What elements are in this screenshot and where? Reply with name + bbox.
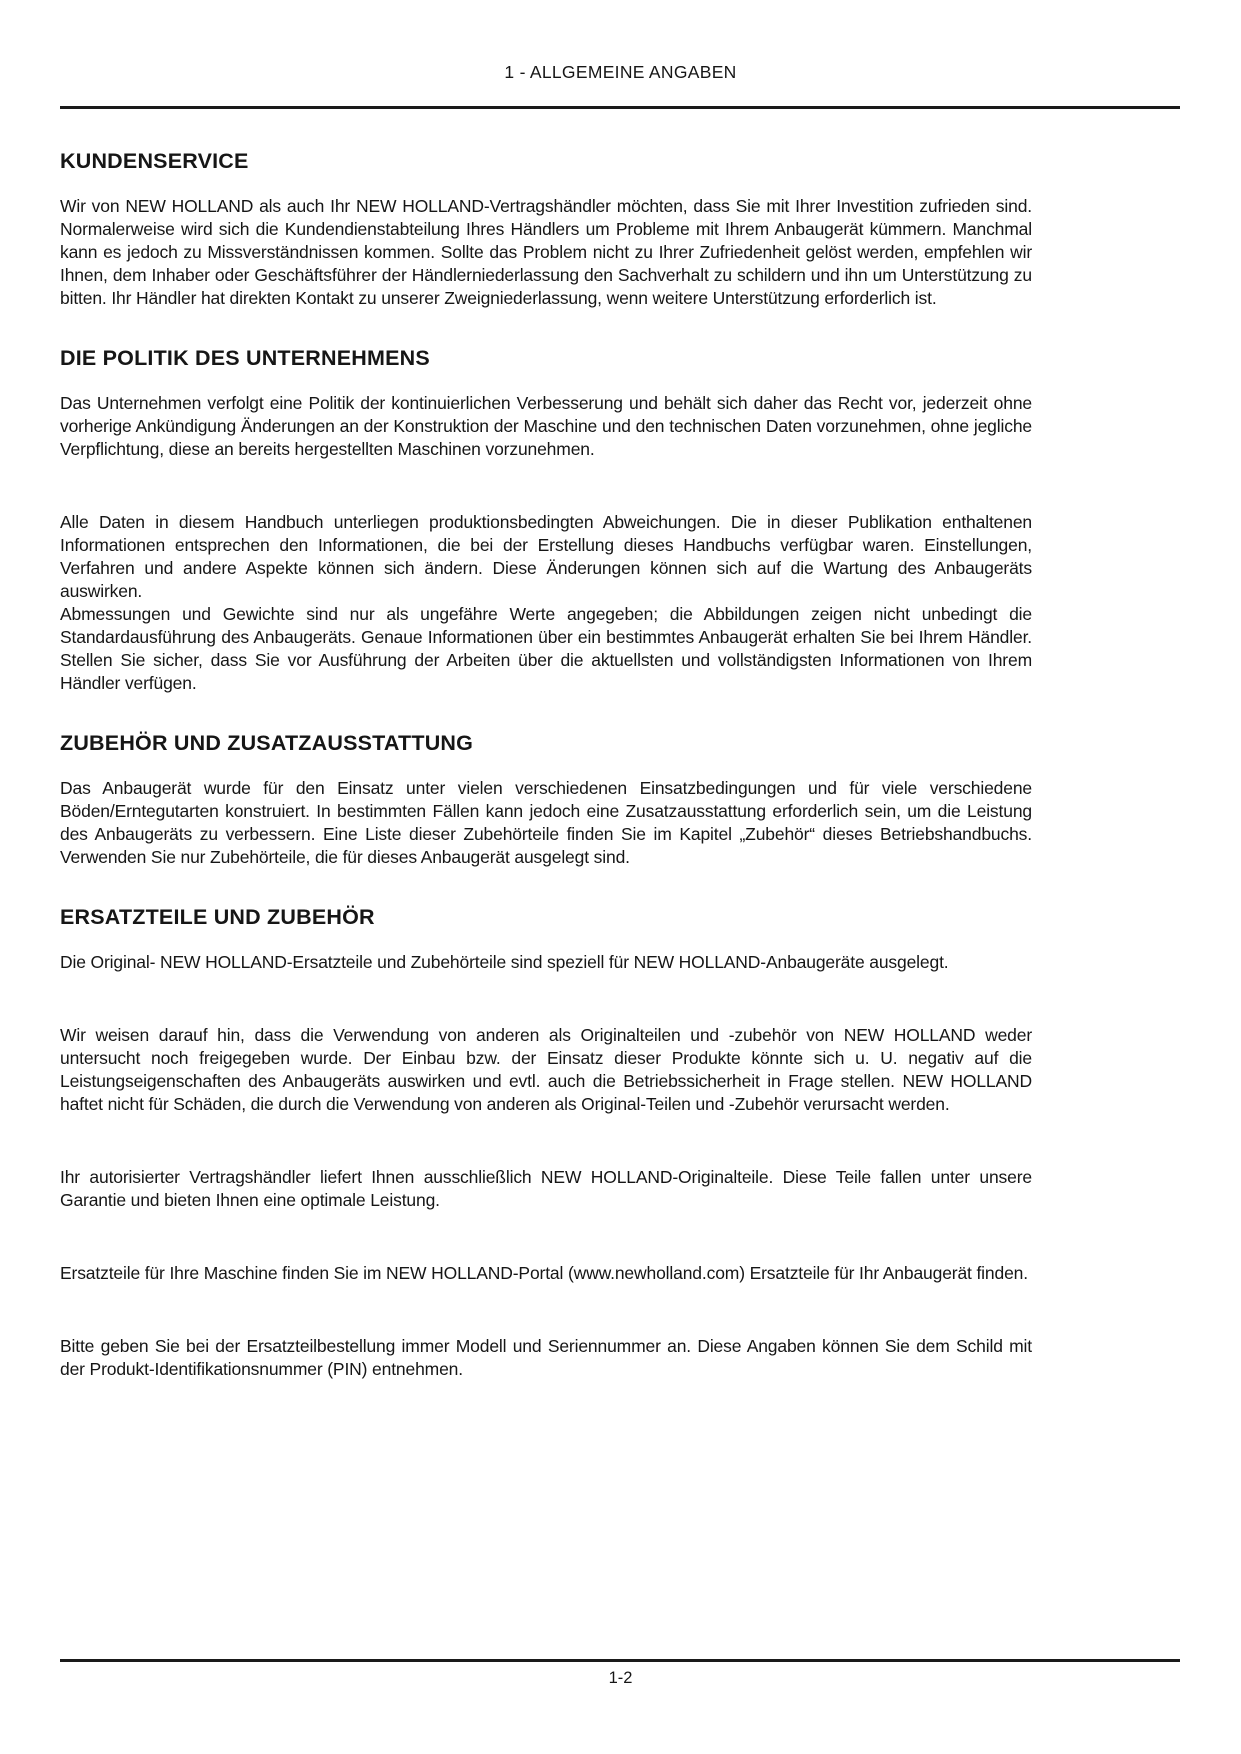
running-header: 1 - ALLGEMEINE ANGABEN	[504, 62, 737, 82]
paragraph-ersatzteile-1: Die Original- NEW HOLLAND-Ersatzteile und Zubehörteile sind speziell für NEW HOLLAND-Anbaugeräte ausgelegt.	[60, 952, 949, 972]
page-footer	[0, 1659, 1241, 1688]
paragraph-ersatzteile-5: Bitte geben Sie bei der Ersatzteilbestellung immer Modell und Seriennummer an. Diese Angaben können Sie dem Schild mit der Produkt-Identifikationsnummer (PIN) entnehmen.	[60, 1336, 1032, 1379]
page-content	[60, 149, 1032, 1381]
page-number: 1-2	[608, 1669, 633, 1687]
section-heading-ersatzteile: ERSATZTEILE UND ZUBEHÖR	[60, 905, 375, 929]
section-heading-zubehoer-zusatzausstattung: ZUBEHÖR UND ZUSATZAUSSTATTUNG	[60, 731, 474, 755]
paragraph-zubehoer-1: Das Anbaugerät wurde für den Einsatz unter vielen verschiedenen Einsatzbedingungen und für viele verschiedene Böden/Erntegutarten konstruiert. In bestimmten Fällen kann jedoch eine Zusatzausstattung erforderlich sein, um die Leistung des Anbaugeräts zu verbessern. Eine Liste dieser Zubehörteile finden Sie im Kapitel „Zubehör“ dieses Betriebshandbuchs. Verwenden Sie nur Zubehörteile, die für dieses Anbaugerät ausgelegt sind.	[60, 778, 1032, 867]
paragraph-ersatzteile-4: Ersatzteile für Ihre Maschine finden Sie im NEW HOLLAND-Portal (www.newholland.com) Ersatzteile für Ihr Anbaugerät finden.	[60, 1263, 1028, 1283]
section-heading-politik: DIE POLITIK DES UNTERNEHMENS	[60, 346, 430, 370]
section-heading-kundenservice: KUNDENSERVICE	[60, 149, 249, 173]
paragraph-kundenservice-1: Wir von NEW HOLLAND als auch Ihr NEW HOLLAND-Vertragshändler möchten, dass Sie mit Ihrer Investition zufrieden sind. Normalerweise wird sich die Kundendienstabteilung Ihres Händlers um Probleme mit Ihrem Anbaugerät kümmern. Manchmal kann es jedoch zu Missverständnissen kommen. Sollte das Problem nicht zu Ihrer Zufriedenheit gelöst werden, empfehlen wir Ihnen, dem Inhaber oder Geschäftsführer der Händlerniederlassung den Sachverhalt zu schildern und ihn um Unterstützung zu bitten. Ihr Händler hat direkten Kontakt zu unserer Zweigniederlassung, wenn weitere Unterstützung erforderlich ist.	[60, 196, 1032, 308]
paragraph-ersatzteile-3: Ihr autorisierter Vertragshändler liefert Ihnen ausschließlich NEW HOLLAND-Originalteile. Diese Teile fallen unter unsere Garantie und bieten Ihnen eine optimale Leistung.	[60, 1167, 1032, 1210]
header-rule	[60, 106, 1180, 109]
paragraph-ersatzteile-2: Wir weisen darauf hin, dass die Verwendung von anderen als Originalteilen und -zubehör von NEW HOLLAND weder untersucht noch freigegeben wurde. Der Einbau bzw. der Einsatz dieser Produkte könnte sich u. U. negativ auf die Leistungseigenschaften des Anbaugeräts auswirken und evtl. auch die Betriebssicherheit in Frage stellen. NEW HOLLAND haftet nicht für Schäden, die durch die Verwendung von anderen als Original-Teilen und -Zubehör verursacht werden.	[60, 1025, 1032, 1114]
paragraph-politik-3: Abmessungen und Gewichte sind nur als ungefähre Werte angegeben; die Abbildungen zeigen nicht unbedingt die Standardausführung des Anbaugeräts. Genaue Informationen über ein bestimmtes Anbaugerät erhalten Sie bei Ihrem Händler. Stellen Sie sicher, dass Sie vor Ausführung der Arbeiten über die aktuellsten und vollständigsten Informationen von Ihrem Händler verfügen.	[60, 604, 1032, 693]
paragraph-politik-1: Das Unternehmen verfolgt eine Politik der kontinuierlichen Verbesserung und behält sich daher das Recht vor, jederzeit ohne vorherige Ankündigung Änderungen an der Konstruktion der Maschine und den technischen Daten vorzunehmen, ohne jegliche Verpflichtung, diese an bereits hergestellten Maschinen vorzunehmen.	[60, 393, 1032, 459]
paragraph-politik-2: Alle Daten in diesem Handbuch unterliegen produktionsbedingten Abweichungen. Die in dieser Publikation enthaltenen Informationen entsprechen den Informationen, die bei der Erstellung dieses Handbuchs verfügbar waren. Einstellungen, Verfahren und andere Aspekte können sich ändern. Diese Änderungen können sich auf die Wartung des Anbaugeräts auswirken.	[60, 512, 1032, 601]
